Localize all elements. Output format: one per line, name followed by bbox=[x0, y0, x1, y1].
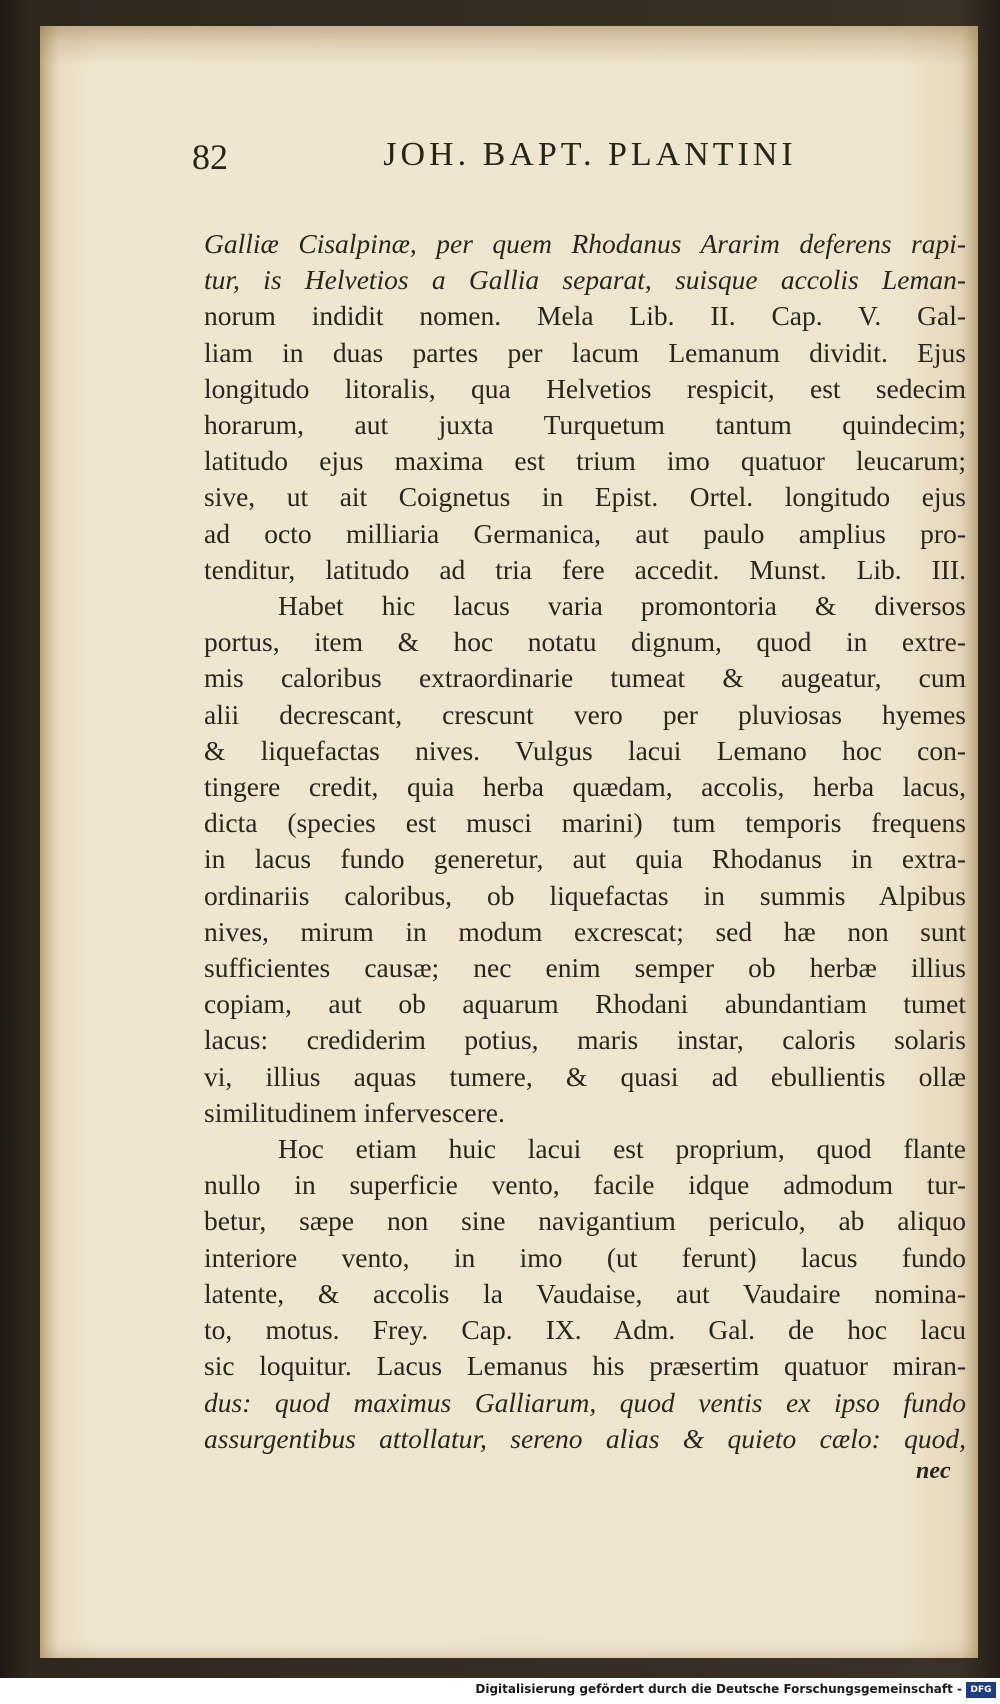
digitization-credit: Digitalisierung gefördert durch die Deutsche Forschungsgemeinschaft - bbox=[475, 1682, 962, 1696]
text-line: tenditur, latitudo ad tria fere accedit. Munst. Lib. III. bbox=[204, 553, 966, 585]
text-line: sive, ut ait Coignetus in Epist. Ortel. longitudo ejus bbox=[204, 481, 966, 513]
text-line: portus, item & hoc notatu dignum, quod in extre- bbox=[204, 626, 966, 658]
text-line: mis caloribus extraordinarie tumeat & augeatur, cum bbox=[204, 662, 966, 694]
text-line: latitudo ejus maxima est trium imo quatuor leucarum; bbox=[204, 445, 966, 477]
footer-bar bbox=[0, 1678, 1000, 1704]
text-line: tingere credit, quia herba quædam, accolis, herba lacus, bbox=[204, 771, 966, 803]
text-line: latente, & accolis la Vaudaise, aut Vaudaire nomina- bbox=[204, 1277, 966, 1309]
text-line: assurgentibus attollatur, sereno alias & quieto cælo: quod, bbox=[204, 1422, 966, 1454]
text-line: nives, mirum in modum excrescat; sed hæ non sunt bbox=[204, 915, 966, 947]
text-line: dicta (species est musci marini) tum temporis frequens bbox=[204, 807, 966, 839]
text-line: Hoc etiam huic lacui est proprium, quod flante bbox=[278, 1133, 966, 1165]
text-line: to, motus. Frey. Cap. IX. Adm. Gal. de hoc lacu bbox=[204, 1314, 966, 1346]
text-line: Galliæ Cisalpinæ, per quem Rhodanus Ararim deferens rapi- bbox=[204, 228, 966, 259]
text-line: nullo in superficie vento, facile idque admodum tur- bbox=[204, 1169, 966, 1201]
text-line: dus: quod maximus Galliarum, quod ventis ex ipso fundo bbox=[204, 1386, 966, 1418]
page-number: 82 bbox=[192, 137, 228, 177]
text-line: sufficientes causæ; nec enim semper ob herbæ illius bbox=[204, 952, 966, 984]
text-line: similitudinem infervescere. bbox=[204, 1096, 505, 1128]
text-line: horarum, aut juxta Turquetum tantum quindecim; bbox=[204, 409, 966, 441]
text-line: norum indidit nomen. Mela Lib. II. Cap. V. Gal- bbox=[204, 300, 966, 332]
text-line: in lacus fundo generetur, aut quia Rhodanus in extra- bbox=[204, 843, 966, 875]
text-line: interiore vento, in imo (ut ferunt) lacus fundo bbox=[204, 1241, 966, 1273]
text-line: Habet hic lacus varia promontoria & diversos bbox=[278, 590, 966, 622]
text-line: & liquefactas nives. Vulgus lacui Lemano hoc con- bbox=[204, 734, 966, 766]
text-line: ordinariis caloribus, ob liquefactas in summis Alpibus bbox=[204, 879, 966, 911]
text-line: tur, is Helvetios a Gallia separat, suisque accolis Leman- bbox=[204, 264, 966, 296]
text-line: vi, illius aquas tumere, & quasi ad ebullientis ollæ bbox=[204, 1060, 966, 1092]
page-header bbox=[270, 136, 970, 180]
dfg-logo: DFG bbox=[966, 1682, 996, 1698]
body-text bbox=[204, 226, 966, 1457]
text-line: alii decrescant, crescunt vero per pluviosas hyemes bbox=[204, 698, 966, 730]
text-line: betur, sæpe non sine navigantium periculo, ab aliquo bbox=[204, 1205, 966, 1237]
text-line: sic loquitur. Lacus Lemanus his præsertim quatuor miran- bbox=[204, 1350, 966, 1382]
text-line: copiam, aut ob aquarum Rhodani abundantiam tumet bbox=[204, 988, 966, 1020]
catchword: nec bbox=[916, 1458, 951, 1484]
text-line: ad octo milliaria Germanica, aut paulo amplius pro- bbox=[204, 517, 966, 549]
text-line: lacus: crediderim potius, maris instar, caloris solaris bbox=[204, 1024, 966, 1056]
running-title: JOH. BAPT. PLANTINI bbox=[383, 136, 797, 173]
text-line: liam in duas partes per lacum Lemanum dividit. Ejus bbox=[204, 336, 966, 368]
text-line: longitudo litoralis, qua Helvetios respicit, est sedecim bbox=[204, 372, 966, 404]
